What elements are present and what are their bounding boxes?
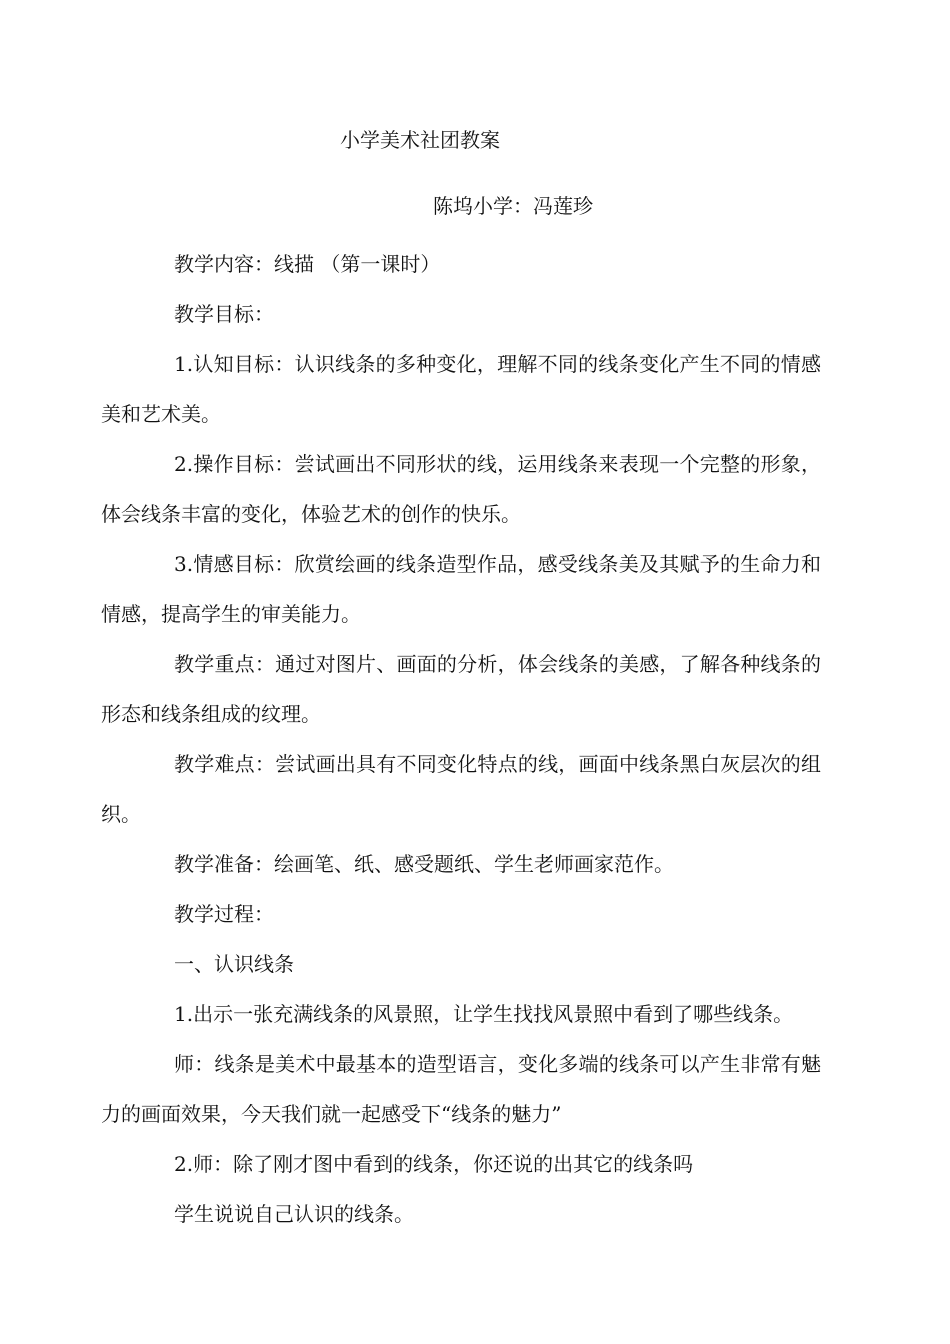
paragraph-teaching-content: 教学内容：线描 （第一课时） <box>174 252 441 276</box>
paragraph-key-points: 教学重点：通过对图片、画面的分析，体会线条的美感，了解各种线条的形态和线条组成的纹理。 <box>101 652 821 726</box>
paragraph-difficulties: 教学难点：尝试画出具有不同变化特点的线，画面中线条黑白灰层次的组织。 <box>101 752 821 826</box>
paragraph-section-one: 一、认识线条 <box>174 952 294 976</box>
paragraph-teaching-goals: 教学目标： <box>174 302 274 326</box>
paragraph-operation-goal: 2.操作目标：尝试画出不同形状的线，运用线条来表现一个完整的形象，体会线条丰富的变化，体验艺术的创作的快乐。 <box>101 452 821 526</box>
paragraph-emotion-goal: 3.情感目标：欣赏绘画的线条造型作品，感受线条美及其赋予的生命力和情感，提高学生的审美能力。 <box>101 552 821 626</box>
paragraph-preparation: 教学准备：绘画笔、纸、感受题纸、学生老师画家范作。 <box>174 852 674 876</box>
paragraph-step-one: 1.出示一张充满线条的风景照，让学生找找风景照中看到了哪些线条。 <box>174 1002 794 1026</box>
paragraph-student-activity: 学生说说自己认识的线条。 <box>174 1202 414 1226</box>
paragraph-cognitive-goal: 1.认知目标：认识线条的多种变化，理解不同的线条变化产生不同的情感美和艺术美。 <box>101 352 821 426</box>
document-body <box>101 239 821 1239</box>
paragraph-step-two: 2.师：除了刚才图中看到的线条，你还说的出其它的线条吗 <box>174 1152 694 1176</box>
document-title: 小学美术社团教案 <box>340 128 500 152</box>
paragraph-process: 教学过程： <box>174 902 274 926</box>
document-author: 陈坞小学：冯莲珍 <box>433 194 593 218</box>
paragraph-teacher-remark: 师：线条是美术中最基本的造型语言，变化多端的线条可以产生非常有魅力的画面效果，今天我们就一起感受下“线条的魅力” <box>101 1052 821 1126</box>
